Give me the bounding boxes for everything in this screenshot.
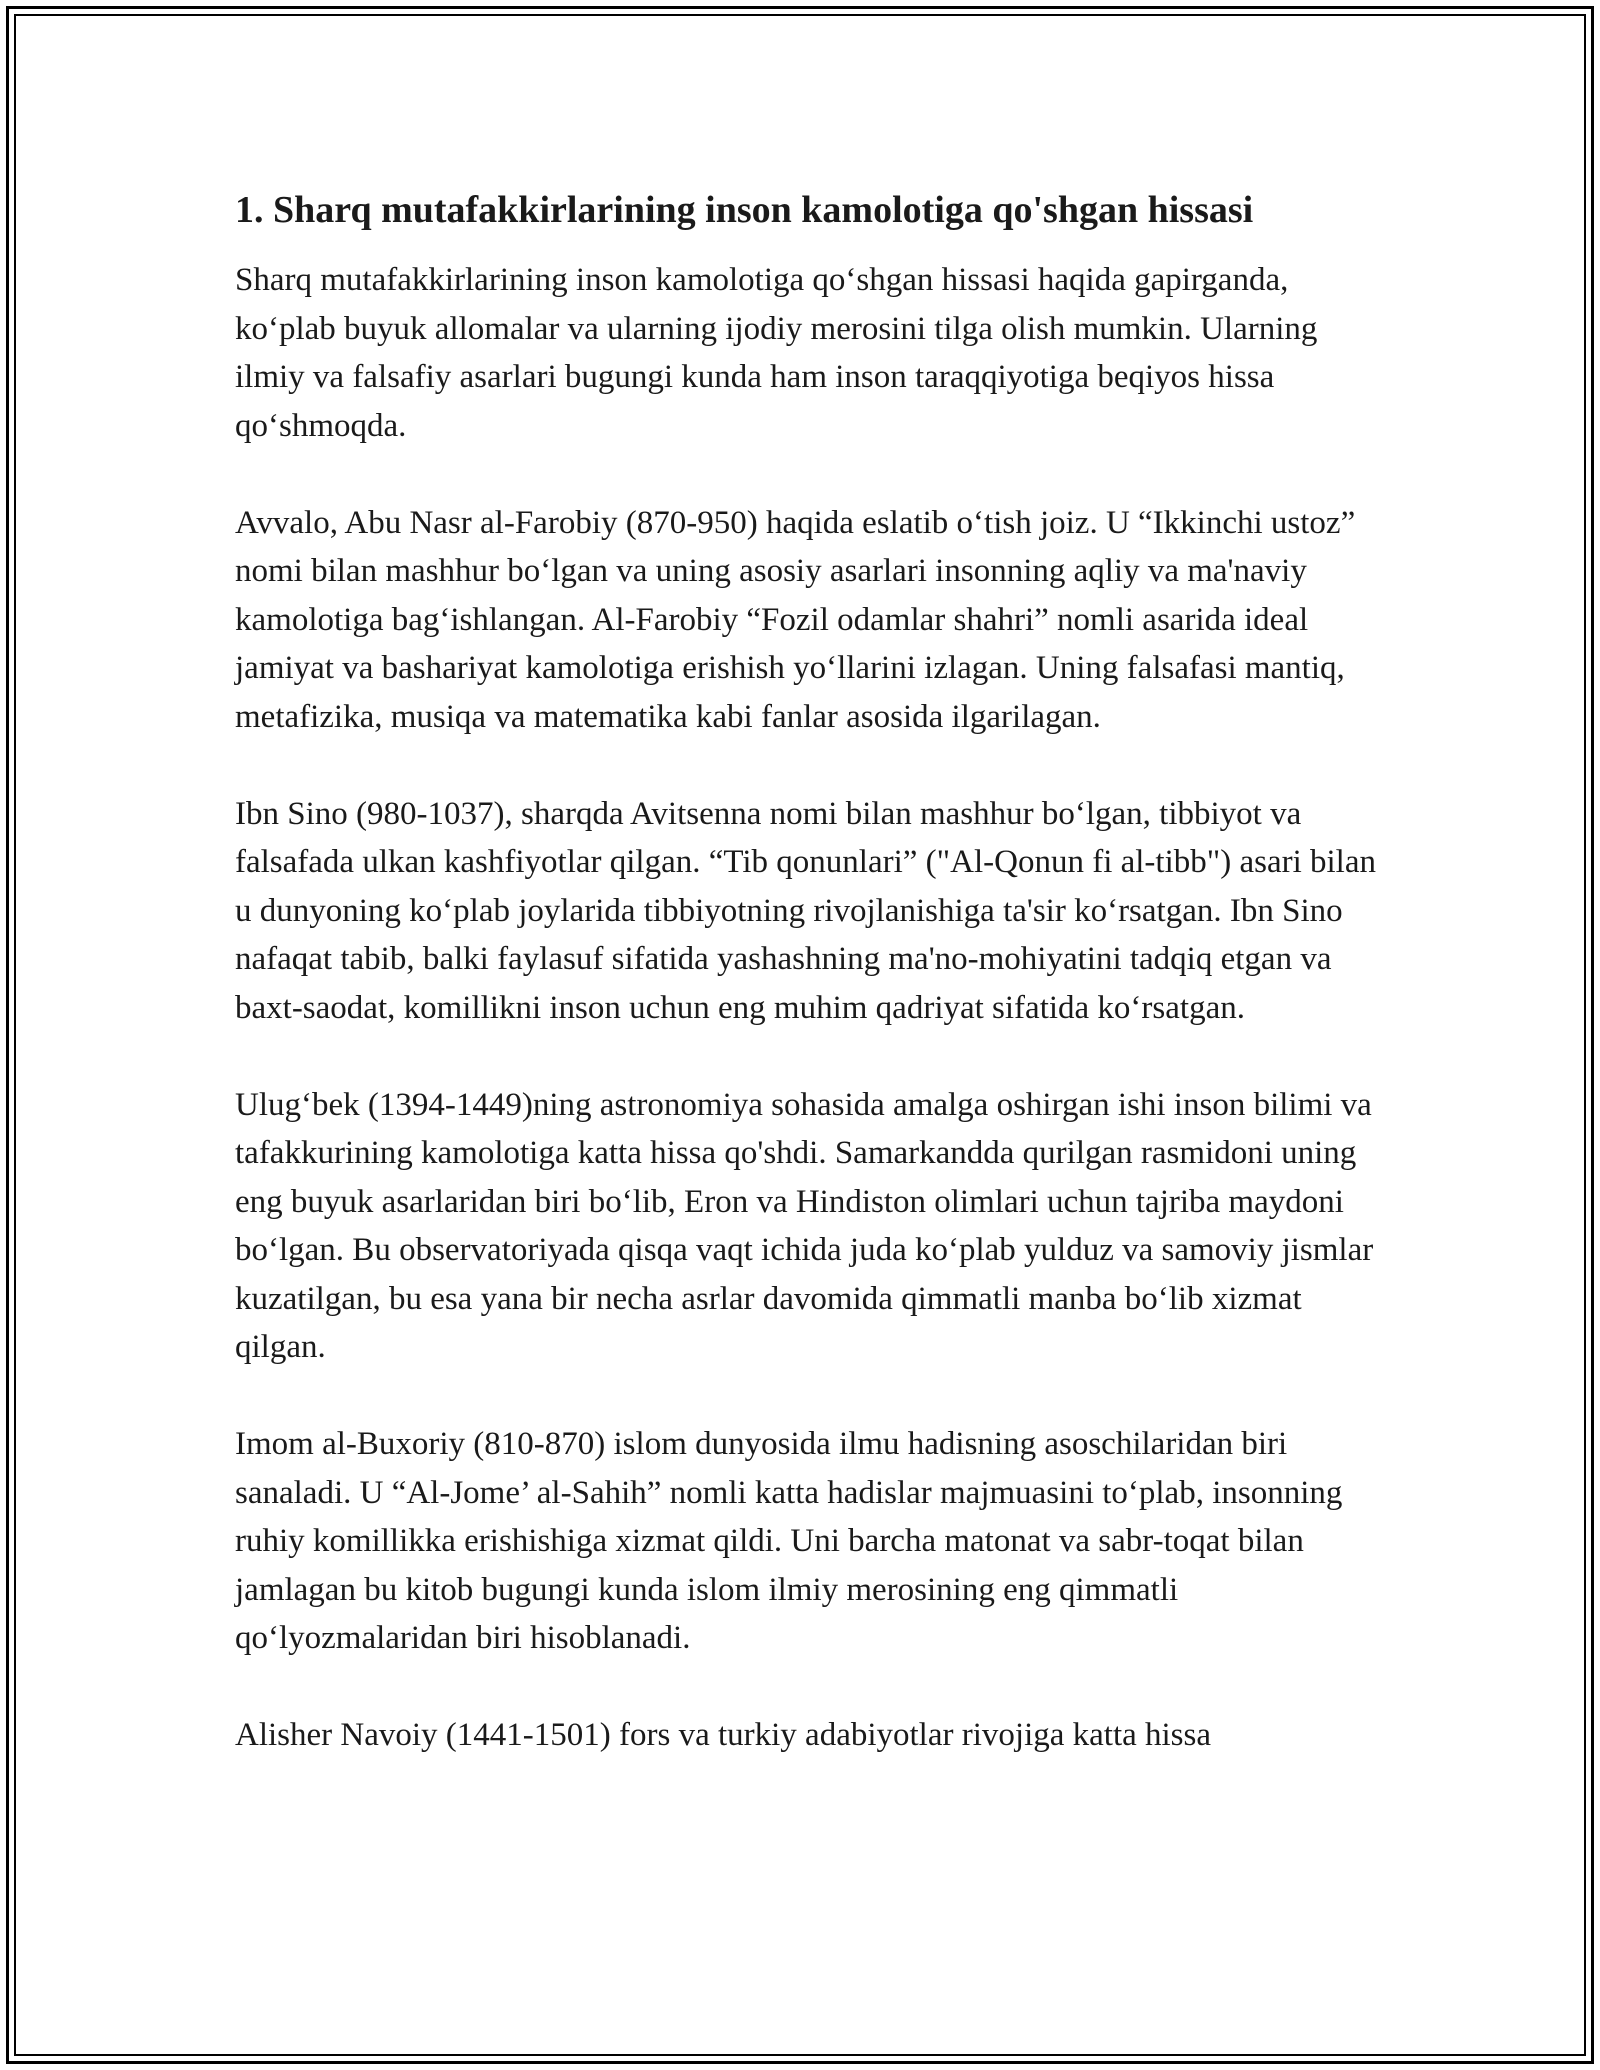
paragraph-ulugbek: Ulug‘bek (1394-1449)ning astronomiya sohasida amalga oshirgan ishi inson bilimi va tafakkurining kamolotiga katta hissa qo'shdi. Samarkandda qurilgan rasmidoni uning eng buyuk asarlaridan biri bo‘lib, Eron va Hindiston olimlari uchun tajriba maydoni bo‘lgan. Bu observatoriyada qisqa vaqt ichida juda ko‘plab yulduz va samoviy jismlar kuzatilgan, bu esa yana bir necha asrlar davomida qimmatli manba bo‘lib xizmat qilgan. xyxy=(235,1086,1374,1365)
section-heading: 1. Sharq mutafakkirlarining inson kamolotiga qo'shgan hissasi xyxy=(235,189,1254,231)
paragraph-ibn-sino: Ibn Sino (980-1037), sharqda Avitsenna nomi bilan mashhur bo‘lgan, tibbiyot va falsafada ulkan kashfiyotlar qilgan. “Tib qonunlari” ("Al-Qonun fi al-tibb") asari bilan u dunyoning ko‘plab joylarida tibbiyotning rivojlanishiga ta'sir ko‘rsatgan. Ibn Sino nafaqat tabib, balki faylasuf sifatida yashashning ma'no-mohiyatini tadqiq etgan va baxt-saodat, komillikni inson uchun eng muhim qadriyat sifatida ko‘rsatgan. xyxy=(235,795,1376,1026)
paragraph-buxoriy: Imom al-Buxoriy (810-870) islom dunyosida ilmu hadisning asoschilaridan biri sanaladi. U “Al-Jome’ al-Sahih” nomli katta hadislar majmuasini to‘plab, insonning ruhiy komillikka erishishiga xizmat qildi. Uni barcha matonat va sabr-toqat bilan jamlagan bu kitob bugungi kunda islom ilmiy merosining eng qimmatli qo‘lyozmalaridan biri hisoblanadi. xyxy=(235,1426,1343,1656)
paragraph-farobiy: Avvalo, Abu Nasr al-Farobiy (870-950) haqida eslatib o‘tish joiz. U “Ikkinchi ustoz” nomi bilan mashhur bo‘lgan va uning asosiy asarlari insonning aqliy va ma'naviy kamolotiga bag‘ishlangan. Al-Farobiy “Fozil odamlar shahri” nomli asarida ideal jamiyat va bashariyat kamolotiga erishish yo‘llarini izlagan. Uning falsafasi mantiq, metafizika, musiqa va matematika kabi fanlar asosida ilgarilagan. xyxy=(235,504,1356,735)
paragraph-navoiy: Alisher Navoiy (1441-1501) fors va turkiy adabiyotlar rivojiga katta hissa xyxy=(235,1717,1212,1753)
paragraph-intro: Sharq mutafakkirlarining inson kamolotiga qo‘shgan hissasi haqida gapirganda, ko‘plab buyuk allomalar va ularning ijodiy merosini tilga olish mumkin. Ularning ilmiy va falsafiy asarlari bugungi kunda ham inson taraqqiyotiga beqiyos hissa qo‘shmoqda. xyxy=(235,262,1318,444)
document-body xyxy=(235,186,1385,1808)
